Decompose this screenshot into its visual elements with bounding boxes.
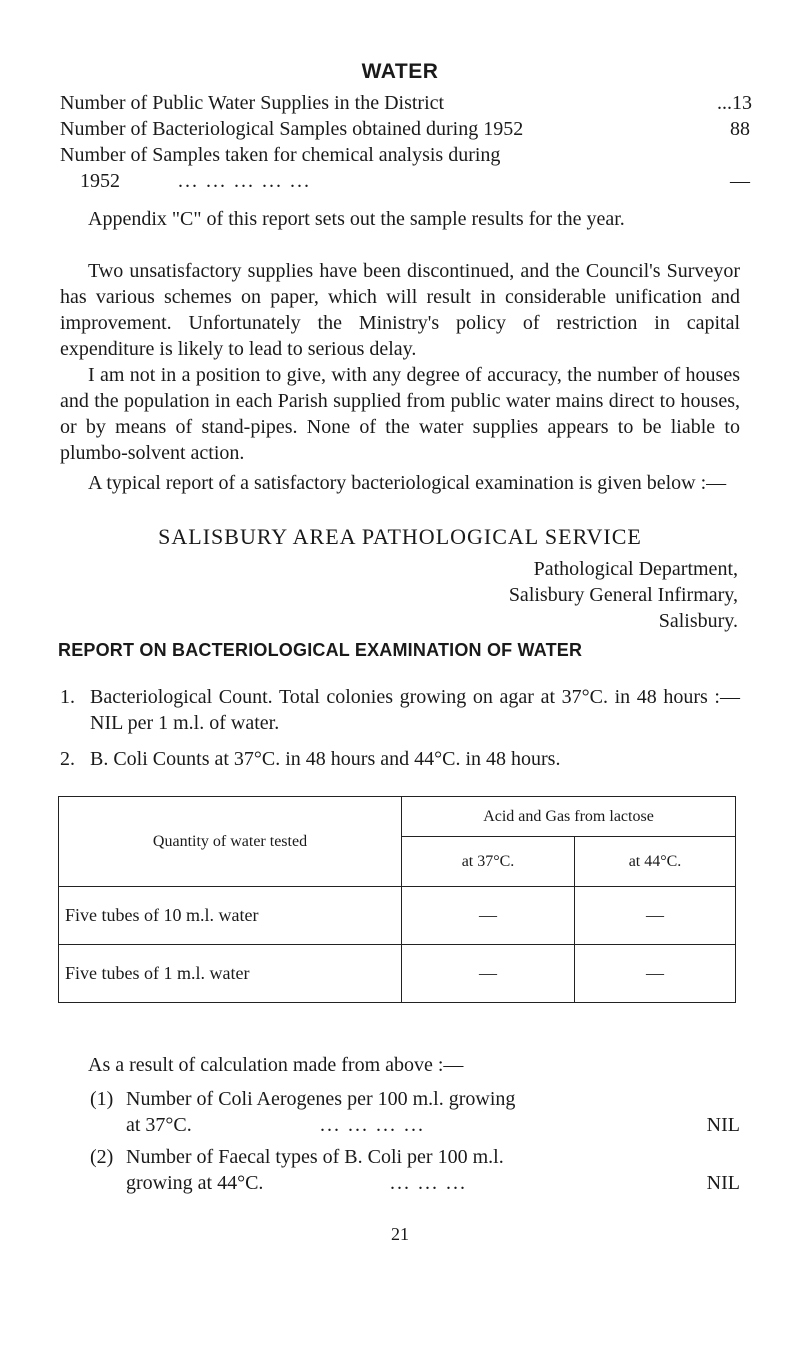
cell-37: — [402,887,575,945]
page-title: WATER [361,60,439,83]
col-header-quantity: Quantity of water tested [59,797,402,887]
paragraph-appendix: Appendix "C" of this report sets out the sample results for the year. [88,208,625,230]
calc-dots: ... ... ... ... [320,1114,425,1136]
report-title: REPORT ON BACTERIOLOGICAL EXAMINATION OF WATER [58,640,583,660]
cell-44: — [575,945,736,1003]
stat-value: — [730,170,750,192]
item-text: B. Coli Counts at 37°C. in 48 hours and 44°C. in 48 hours. [90,748,561,770]
calc-item-1 [90,1086,740,1138]
table-row [59,887,736,945]
report-item-2 [60,746,740,772]
stat-value: 13 [732,92,752,114]
row-label: Five tubes of 10 m.l. water [59,887,402,945]
col-header-37: at 37°C. [402,837,575,887]
calc-value: NIL [706,1172,740,1194]
stat-label-line2: 1952 [80,170,120,192]
stat-label: Number of Bacteriological Samples obtained during 1952 [60,118,524,140]
stat-chemical-samples [60,142,750,194]
report-item-1 [60,684,740,736]
calc-line2: growing at 44°C. [126,1172,264,1194]
item-text: Bacteriological Count. Total colonies growing on agar at 37°C. in 48 hours :—NIL per 1 m.l. of water. [90,686,740,734]
address-line: Pathological Department, [533,558,738,580]
calc-number: (1) [90,1088,114,1110]
calc-number: (2) [90,1146,114,1168]
row-label: Five tubes of 1 m.l. water [59,945,402,1003]
stat-dots: ... ... ... ... ... [178,170,311,192]
stat-value: 88 [730,118,750,140]
paragraph-houses: I am not in a position to give, with any degree of accuracy, the number of houses and the population in each Parish supplied from public water mains direct to houses, or by means of stand-pipes. None of the water supplies appears to be liable to plumbo-solvent action. [60,364,740,464]
stat-public-supplies [60,90,750,116]
col-header-acid-gas: Acid and Gas from lactose [402,797,736,837]
stat-bacteriological-samples [60,116,750,142]
calc-line2: at 37°C. [126,1114,192,1136]
address-line: Salisbury General Infirmary, [508,584,738,606]
paragraph-supplies: Two unsatisfactory supplies have been discontinued, and the Council's Surveyor has various schemes on paper, which will result in considerable unification and improvement. Unfortunately the Ministry's policy of restriction in capital expenditure is likely to lead to serious delay. [60,260,740,360]
address-block [338,556,738,634]
service-title: SALISBURY AREA PATHOLOGICAL SERVICE [158,524,642,549]
coli-table [58,796,736,1003]
calc-value: NIL [706,1114,740,1136]
cell-44: — [575,887,736,945]
item-number: 2. [60,748,75,770]
col-header-44: at 44°C. [575,837,736,887]
address-line: Salisbury. [658,610,738,632]
stat-label: Number of Public Water Supplies in the District [60,92,445,114]
calculation-intro: As a result of calculation made from above :— [88,1054,464,1076]
table-row [59,945,736,1003]
calc-item-2 [90,1144,740,1196]
calc-line1: Number of Faecal types of B. Coli per 100 m.l. [126,1146,504,1168]
cell-37: — [402,945,575,1003]
page-number: 21 [391,1224,409,1244]
stat-dots: ... [717,92,732,114]
calc-line1: Number of Coli Aerogenes per 100 m.l. growing [126,1088,516,1110]
calc-dots: ... ... ... [390,1172,467,1194]
item-number: 1. [60,686,75,708]
stat-label: Number of Samples taken for chemical analysis during [60,144,501,166]
paragraph-typical-report-intro: A typical report of a satisfactory bacteriological examination is given below :— [88,472,727,494]
